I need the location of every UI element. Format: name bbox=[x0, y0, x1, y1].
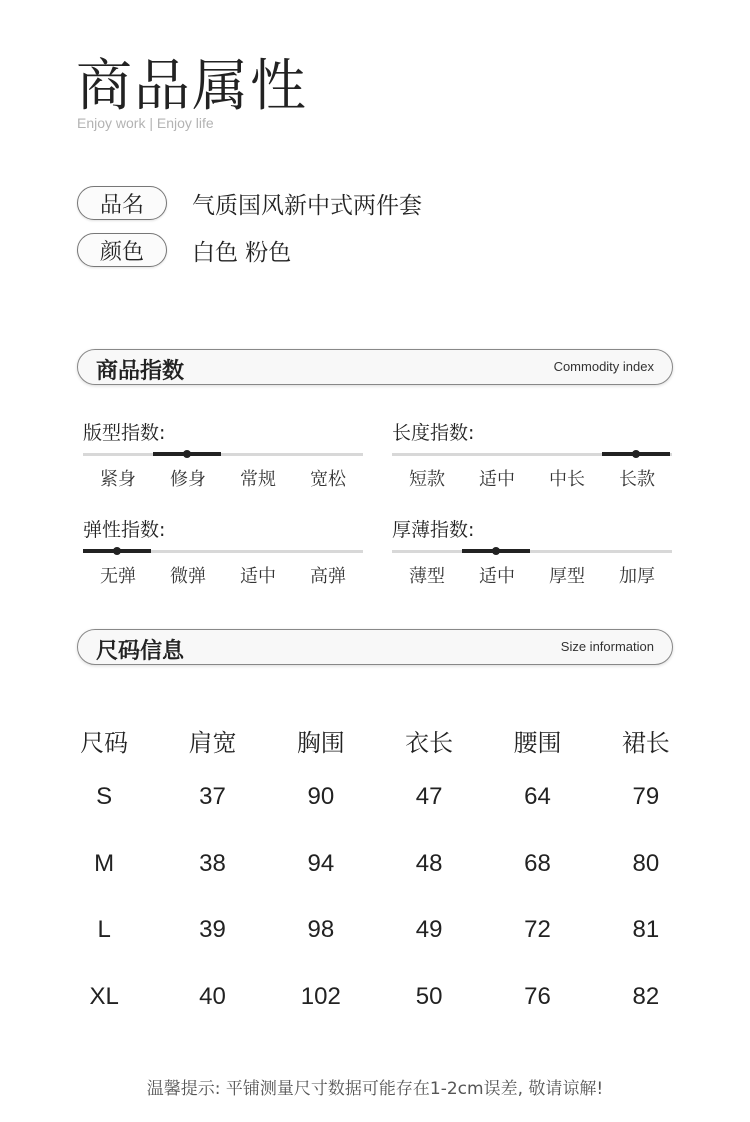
footer-note: 温馨提示: 平铺测量尺寸数据可能存在1-2cm误差, 敬请谅解! bbox=[146, 1079, 604, 1099]
table-header-cell: 胸围 bbox=[296, 729, 345, 757]
table-cell: M bbox=[94, 849, 115, 877]
index-option: 厚型 bbox=[549, 566, 585, 587]
page-subtitle: Enjoy work | Enjoy life bbox=[77, 115, 214, 131]
table-header-cell: 裙长 bbox=[621, 729, 670, 757]
size-table bbox=[50, 716, 700, 1030]
index-track bbox=[392, 550, 672, 553]
commodity-index-header bbox=[77, 349, 673, 385]
index-marker bbox=[153, 452, 221, 456]
index-option: 微弹 bbox=[170, 566, 206, 587]
table-cell: 82 bbox=[632, 982, 660, 1010]
table-cell: 79 bbox=[632, 783, 660, 811]
index-track bbox=[83, 550, 363, 553]
index-option: 适中 bbox=[479, 469, 515, 490]
table-cell: 48 bbox=[415, 849, 443, 877]
index-group bbox=[83, 515, 363, 588]
table-row bbox=[50, 964, 700, 1031]
table-cell: 98 bbox=[307, 916, 335, 944]
attribute-row-name bbox=[77, 185, 422, 221]
index-option: 常规 bbox=[240, 469, 276, 490]
table-cell: 39 bbox=[199, 916, 226, 944]
table-cell: 68 bbox=[524, 849, 551, 877]
index-marker-dot bbox=[632, 450, 640, 458]
index-option: 加厚 bbox=[619, 566, 655, 587]
attribute-row-color bbox=[77, 232, 291, 268]
section-title-en: Size information bbox=[560, 639, 654, 654]
table-cell: 49 bbox=[415, 916, 443, 944]
table-cell: 76 bbox=[524, 982, 551, 1010]
table-header-cell: 腰围 bbox=[513, 729, 562, 757]
index-group bbox=[392, 515, 672, 588]
table-header-row bbox=[50, 716, 700, 764]
index-track bbox=[83, 453, 363, 456]
index-group bbox=[392, 418, 672, 491]
section-title: 尺码信息 bbox=[96, 639, 185, 664]
index-marker-dot bbox=[183, 450, 191, 458]
attribute-label-pill: 品名 bbox=[77, 186, 167, 220]
table-cell: 72 bbox=[524, 916, 551, 944]
table-cell: 38 bbox=[199, 849, 226, 877]
size-info-header bbox=[77, 629, 673, 665]
index-marker-dot bbox=[492, 547, 500, 555]
index-label: 版型指数: bbox=[83, 422, 166, 444]
attribute-value: 白色 粉色 bbox=[192, 239, 292, 266]
table-header-cell: 尺码 bbox=[80, 729, 129, 757]
table-cell: 90 bbox=[307, 783, 335, 811]
index-option: 宽松 bbox=[310, 469, 346, 490]
index-option: 适中 bbox=[479, 566, 515, 587]
index-track bbox=[392, 453, 672, 456]
index-option: 修身 bbox=[170, 469, 206, 490]
index-marker bbox=[83, 549, 151, 553]
table-header-cell: 肩宽 bbox=[188, 729, 237, 757]
table-row bbox=[50, 831, 700, 898]
table-cell: 80 bbox=[632, 849, 660, 877]
index-option: 紧身 bbox=[100, 469, 136, 490]
index-option: 中长 bbox=[549, 469, 585, 490]
table-cell: L bbox=[97, 916, 111, 944]
index-marker bbox=[602, 452, 670, 456]
index-option: 适中 bbox=[240, 566, 276, 587]
index-marker bbox=[462, 549, 530, 553]
index-option: 长款 bbox=[619, 469, 655, 490]
table-header-cell: 衣长 bbox=[405, 729, 454, 757]
index-option: 薄型 bbox=[409, 566, 445, 587]
index-label: 长度指数: bbox=[392, 422, 475, 444]
index-option: 无弹 bbox=[100, 566, 136, 587]
index-option: 高弹 bbox=[310, 566, 346, 587]
page-title: 商品属性 bbox=[76, 54, 308, 119]
index-marker-dot bbox=[113, 547, 121, 555]
table-cell: XL bbox=[89, 982, 119, 1010]
table-cell: 94 bbox=[307, 849, 335, 877]
section-title-en: Commodity index bbox=[553, 359, 654, 374]
table-cell: 50 bbox=[415, 982, 443, 1010]
table-row bbox=[50, 897, 700, 964]
table-cell: 102 bbox=[300, 982, 341, 1010]
index-option: 短款 bbox=[409, 469, 445, 490]
index-label: 弹性指数: bbox=[83, 519, 166, 541]
attribute-value: 气质国风新中式两件套 bbox=[192, 192, 422, 219]
table-cell: 81 bbox=[632, 916, 660, 944]
table-cell: 47 bbox=[415, 783, 443, 811]
table-cell: 37 bbox=[199, 783, 226, 811]
table-cell: S bbox=[96, 783, 113, 811]
index-label: 厚薄指数: bbox=[392, 519, 475, 541]
attribute-label-pill: 颜色 bbox=[77, 233, 167, 267]
table-row bbox=[50, 764, 700, 831]
index-group bbox=[83, 418, 363, 491]
section-title: 商品指数 bbox=[96, 359, 185, 384]
table-cell: 40 bbox=[199, 982, 226, 1010]
table-cell: 64 bbox=[524, 783, 551, 811]
